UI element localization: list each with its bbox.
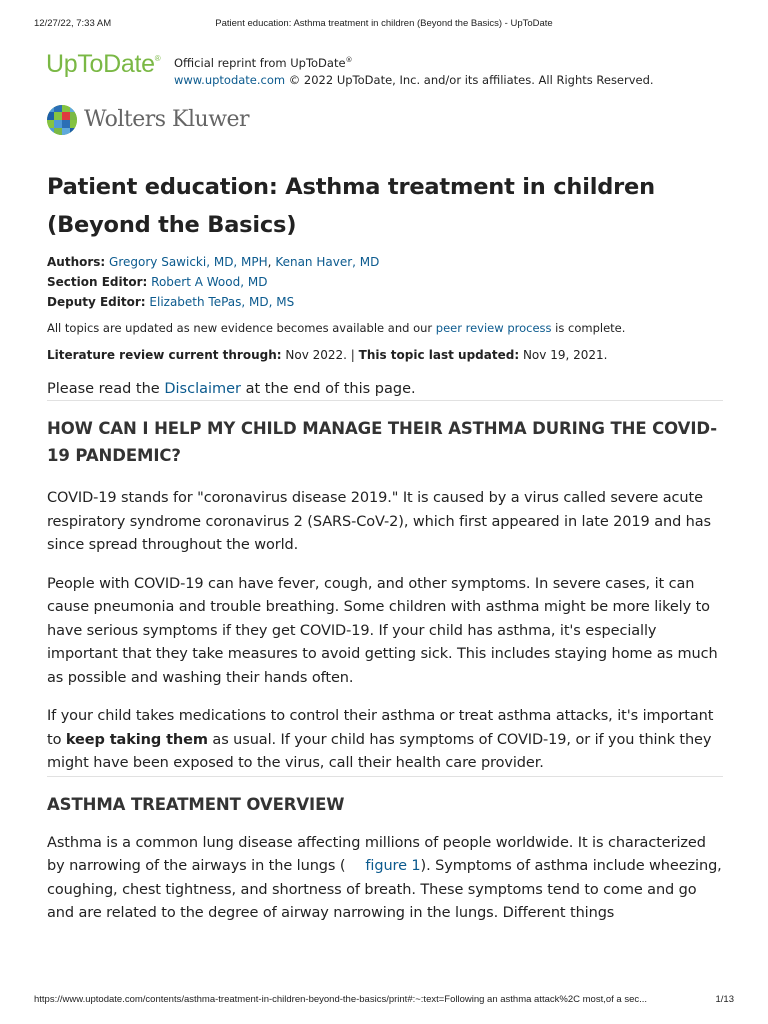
deputy-editor-row — [47, 292, 723, 312]
section-divider — [47, 776, 723, 777]
page-number: 1/13 — [715, 994, 734, 1005]
uptodate-site-link[interactable]: www.uptodate.com — [174, 72, 286, 87]
figure-1-link[interactable]: figure 1 — [365, 858, 421, 874]
author-link-2[interactable]: Kenan Haver, MD — [275, 255, 380, 269]
wolters-kluwer-globe-icon — [46, 104, 78, 136]
covid-p3-pre: If your child takes medications to control their asthma or treat asthma attacks, it's important to — [47, 708, 714, 748]
overview-p1-post: ). Symptoms of asthma include wheezing, coughing, chest tightness, and shortness of breath. These symptoms tend to come and go and are related to the degree of airway narrowing in the lungs. Different things — [47, 858, 722, 921]
uptodate-logo[interactable] — [46, 50, 160, 79]
brand-row — [46, 50, 726, 90]
disclaimer-post: at the end of this page. — [241, 381, 416, 397]
last-updated-value: Nov 19, 2021. — [519, 348, 608, 362]
deputy-editor-link[interactable]: Elizabeth TePas, MD, MS — [149, 295, 295, 309]
print-header — [34, 18, 734, 30]
section-editor-link[interactable]: Robert A Wood, MD — [151, 275, 268, 289]
wolters-kluwer-wordmark: Wolters Kluwer — [84, 107, 250, 132]
update-note-pre: All topics are updated as new evidence becomes available and our — [47, 321, 436, 335]
disclaimer-pre: Please read the — [47, 381, 165, 397]
covid-paragraph-1: COVID-19 stands for "coronavirus disease 2019." It is caused by a virus called severe acute respiratory syndrome coronavirus 2 (SARS-CoV-2), which first appeared in late 2019 and has since spread throughout the world. — [47, 490, 712, 553]
update-policy-note — [47, 318, 723, 338]
print-footer — [34, 994, 734, 1006]
article-metadata — [47, 252, 723, 312]
overview-paragraph-1 — [47, 832, 723, 926]
author-link-1[interactable]: Gregory Sawicki, MD, MPH — [109, 255, 268, 269]
section-heading-covid: HOW CAN I HELP MY CHILD MANAGE THEIR ASTHMA DURING THE COVID-19 PANDEMIC? — [47, 419, 718, 465]
wolters-kluwer-logo — [46, 104, 266, 136]
covid-p3-emphasis: keep taking them — [65, 731, 208, 748]
section-heading-overview: ASTHMA TREATMENT OVERVIEW — [47, 794, 345, 814]
last-updated-label: This topic last updated: — [358, 348, 520, 362]
uptodate-logo-mark: ® — [154, 54, 161, 63]
covid-p3-post: as usual. If your child has symptoms of COVID-19, or if you think they might have been exposed to the virus, call their health care provider. — [47, 731, 712, 771]
reprint-label: Official reprint from UpToDate — [174, 55, 346, 70]
print-page-title: Patient education: Asthma treatment in children (Beyond the Basics) - UpToDate — [215, 18, 553, 29]
section-editor-row — [47, 272, 723, 292]
section-divider — [47, 400, 723, 401]
review-dates — [47, 345, 723, 365]
covid-paragraph-3 — [47, 705, 723, 776]
authors-row — [47, 252, 723, 272]
peer-review-link[interactable]: peer review process — [435, 321, 552, 335]
uptodate-logo-text: UpToDate — [46, 50, 155, 78]
deputy-editor-label: Deputy Editor: — [47, 295, 146, 309]
authors-label: Authors: — [47, 255, 106, 269]
lit-review-label: Literature review current through: — [47, 348, 282, 362]
covid-paragraph-2: People with COVID-19 can have fever, cough, and other symptoms. In severe cases, it can cause pneumonia and trouble breathing. Some children with asthma might be more likely to have serious symptoms if they get COVID-19. If your child has asthma, it's especially important that they take measures to avoid getting sick. This includes staying home as much as possible and washing their hands often. — [47, 575, 718, 686]
disclaimer-link[interactable]: Disclaimer — [164, 381, 242, 397]
article-title: Patient education: Asthma treatment in children (Beyond the Basics) — [47, 174, 655, 238]
lit-review-value: Nov 2022. | — [281, 348, 359, 362]
section-editor-label: Section Editor: — [47, 275, 148, 289]
reprint-mark: ® — [345, 56, 353, 64]
update-note-post: is complete. — [551, 321, 626, 335]
print-datetime: 12/27/22, 7:33 AM — [34, 18, 112, 29]
reprint-notice — [174, 52, 654, 89]
author-separator: , — [267, 255, 276, 269]
disclaimer-notice — [47, 378, 723, 400]
print-url: https://www.uptodate.com/contents/asthma-treatment-in-children-beyond-the-basics/print#:~:text=Following an asthma attack%2C most,of a sec... — [34, 994, 648, 1005]
article-content — [47, 168, 723, 926]
copyright-text: © 2022 UpToDate, Inc. and/or its affiliates. All Rights Reserved. — [285, 72, 654, 87]
overview-p1-pre: Asthma is a common lung disease affecting millions of people worldwide. It is characterized by narrowing of the airways in the lungs ( — [47, 834, 706, 874]
